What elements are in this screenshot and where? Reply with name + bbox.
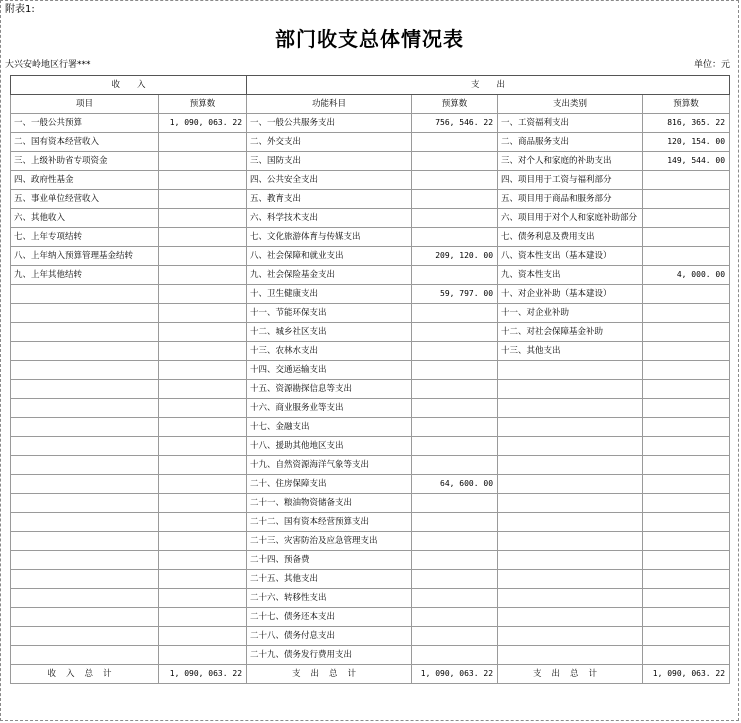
income-budget-cell [159,304,247,323]
function-item-cell: 二十八、债务付息支出 [247,627,412,646]
function-item-cell: 二十四、预备费 [247,551,412,570]
category-budget-cell [643,247,730,266]
income-budget-cell [159,570,247,589]
category-budget-cell: 120, 154. 00 [643,133,730,152]
category-item-cell [498,627,643,646]
income-item-cell: 三、上级补助省专项资金 [11,152,159,171]
income-item-cell: 八、上年纳入预算管理基金结转 [11,247,159,266]
income-item-cell [11,418,159,437]
income-item-cell [11,494,159,513]
function-item-cell: 九、社会保险基金支出 [247,266,412,285]
table-row [11,437,730,456]
function-budget-cell: 756, 546. 22 [412,114,498,133]
function-item-cell: 六、科学技术支出 [247,209,412,228]
table-row [11,551,730,570]
income-budget-cell [159,532,247,551]
income-budget-cell [159,608,247,627]
table-row [11,627,730,646]
category-item-cell [498,570,643,589]
category-item-cell: 十二、对社会保障基金补助 [498,323,643,342]
column-header-row [11,95,730,114]
category-budget-cell [643,342,730,361]
income-budget-cell [159,475,247,494]
function-item-cell: 二十三、灾害防治及应急管理支出 [247,532,412,551]
category-budget-cell: 816, 365. 22 [643,114,730,133]
function-budget-cell [412,361,498,380]
category-budget-cell: 4, 000. 00 [643,266,730,285]
table-row [11,342,730,361]
currency-unit: 单位：元 [693,60,730,70]
table-row [11,266,730,285]
function-total-value: 1, 090, 063. 22 [412,665,498,684]
function-item-cell: 二十一、粮油物资储备支出 [247,494,412,513]
category-item-cell: 五、项目用于商品和服务部分 [498,190,643,209]
table-row [11,570,730,589]
function-budget-cell [412,437,498,456]
income-budget-cell [159,589,247,608]
income-item-cell [11,513,159,532]
function-item-cell: 二十七、债务还本支出 [247,608,412,627]
category-item-cell: 七、债务利息及费用支出 [498,228,643,247]
income-item-cell [11,589,159,608]
category-item-cell [498,608,643,627]
col-header-budget-category: 预算数 [643,95,730,114]
function-item-cell: 二十五、其他支出 [247,570,412,589]
function-item-cell: 十二、城乡社区支出 [247,323,412,342]
organization-name: 大兴安岭地区行署*** [5,60,91,70]
category-item-cell [498,475,643,494]
function-item-cell: 十六、商业服务业等支出 [247,399,412,418]
category-budget-cell [643,228,730,247]
category-budget-cell [643,456,730,475]
category-item-cell: 十一、对企业补助 [498,304,643,323]
income-item-cell [11,627,159,646]
category-budget-cell [643,190,730,209]
function-budget-cell [412,513,498,532]
function-budget-cell [412,323,498,342]
function-item-cell: 二、外交支出 [247,133,412,152]
table-row [11,171,730,190]
function-budget-cell [412,418,498,437]
income-budget-cell [159,247,247,266]
col-header-function: 功能科目 [247,95,412,114]
table-row [11,114,730,133]
table-row [11,228,730,247]
function-budget-cell [412,171,498,190]
category-item-cell [498,399,643,418]
table-row [11,152,730,171]
function-budget-cell [412,133,498,152]
function-budget-cell [412,190,498,209]
budget-table [10,75,730,684]
function-item-cell: 三、国防支出 [247,152,412,171]
income-budget-cell [159,209,247,228]
category-budget-cell [643,323,730,342]
function-budget-cell [412,380,498,399]
income-item-cell [11,551,159,570]
function-budget-cell [412,570,498,589]
table-row [11,190,730,209]
category-budget-cell [643,570,730,589]
col-header-item: 项目 [11,95,159,114]
income-budget-cell [159,342,247,361]
function-budget-cell [412,456,498,475]
category-item-cell: 六、项目用于对个人和家庭补助部分 [498,209,643,228]
category-item-cell: 四、项目用于工资与福利部分 [498,171,643,190]
income-item-cell [11,285,159,304]
income-item-cell: 四、政府性基金 [11,171,159,190]
category-item-cell: 十三、其他支出 [498,342,643,361]
income-budget-cell [159,627,247,646]
income-budget-cell [159,380,247,399]
category-budget-cell [643,380,730,399]
function-budget-cell: 209, 120. 00 [412,247,498,266]
income-budget-cell [159,323,247,342]
income-item-cell [11,646,159,665]
income-total-value: 1, 090, 063. 22 [159,665,247,684]
category-budget-cell [643,513,730,532]
income-budget-cell [159,285,247,304]
function-item-cell: 二十二、国有资本经营预算支出 [247,513,412,532]
table-row [11,133,730,152]
table-row [11,418,730,437]
table-row [11,209,730,228]
category-budget-cell [643,646,730,665]
category-budget-cell [643,399,730,418]
table-row [11,247,730,266]
category-budget-cell [643,475,730,494]
table-row [11,399,730,418]
income-item-cell: 六、其他收入 [11,209,159,228]
income-item-cell [11,437,159,456]
category-total-value: 1, 090, 063. 22 [643,665,730,684]
table-row [11,456,730,475]
income-budget-cell [159,152,247,171]
function-item-cell: 八、社会保障和就业支出 [247,247,412,266]
income-item-cell: 一、一般公共预算 [11,114,159,133]
table-row [11,304,730,323]
income-budget-cell [159,266,247,285]
function-budget-cell [412,399,498,418]
table-row [11,589,730,608]
category-budget-cell [643,494,730,513]
function-budget-cell: 59, 797. 00 [412,285,498,304]
category-item-cell [498,551,643,570]
function-budget-cell [412,266,498,285]
income-item-cell [11,475,159,494]
category-item-cell [498,589,643,608]
category-budget-cell [643,551,730,570]
page-title: 部门收支总体情况表 [275,27,464,51]
income-item-cell: 七、上年专项结转 [11,228,159,247]
income-budget-cell [159,399,247,418]
income-item-cell [11,456,159,475]
function-item-cell: 四、公共安全支出 [247,171,412,190]
function-budget-cell: 64, 600. 00 [412,475,498,494]
income-budget-cell [159,551,247,570]
category-item-cell [498,418,643,437]
category-budget-cell [643,437,730,456]
category-total-label: 支出总计 [498,665,643,684]
function-item-cell: 二十、住房保障支出 [247,475,412,494]
income-budget-cell [159,513,247,532]
table-row [11,646,730,665]
income-budget-cell [159,418,247,437]
income-item-cell [11,304,159,323]
income-budget-cell: 1, 090, 063. 22 [159,114,247,133]
category-budget-cell [643,589,730,608]
function-budget-cell [412,152,498,171]
function-item-cell: 二十九、债务发行费用支出 [247,646,412,665]
function-budget-cell [412,228,498,247]
income-item-cell [11,399,159,418]
function-total-label: 支出总计 [247,665,412,684]
income-item-cell: 九、上年其他结转 [11,266,159,285]
function-item-cell: 十九、自然资源海洋气象等支出 [247,456,412,475]
function-budget-cell [412,608,498,627]
category-item-cell: 八、资本性支出（基本建设） [498,247,643,266]
table-row [11,494,730,513]
function-item-cell: 十一、节能环保支出 [247,304,412,323]
category-budget-cell: 149, 544. 00 [643,152,730,171]
table-row [11,475,730,494]
function-item-cell: 二十六、转移性支出 [247,589,412,608]
category-item-cell [498,646,643,665]
category-budget-cell [643,304,730,323]
table-row [11,285,730,304]
income-budget-cell [159,361,247,380]
function-budget-cell [412,646,498,665]
category-budget-cell [643,608,730,627]
category-item-cell: 一、工资福利支出 [498,114,643,133]
income-budget-cell [159,133,247,152]
function-item-cell: 一、一般公共服务支出 [247,114,412,133]
function-item-cell: 七、文化旅游体育与传媒支出 [247,228,412,247]
col-header-category: 支出类别 [498,95,643,114]
function-budget-cell [412,494,498,513]
income-item-cell: 五、事业单位经营收入 [11,190,159,209]
function-budget-cell [412,304,498,323]
income-item-cell [11,532,159,551]
category-budget-cell [643,209,730,228]
function-budget-cell [412,627,498,646]
table-row [11,608,730,627]
category-item-cell [498,437,643,456]
category-item-cell [498,380,643,399]
income-budget-cell [159,437,247,456]
annex-label: 附表1: [5,4,35,15]
income-item-cell [11,361,159,380]
income-item-cell [11,608,159,627]
category-budget-cell [643,285,730,304]
income-budget-cell [159,456,247,475]
category-item-cell: 十、对企业补助（基本建设） [498,285,643,304]
table-row [11,323,730,342]
income-item-cell [11,342,159,361]
function-item-cell: 十七、金融支出 [247,418,412,437]
function-budget-cell [412,342,498,361]
col-header-budget-income: 预算数 [159,95,247,114]
function-item-cell: 十五、资源勘探信息等支出 [247,380,412,399]
category-item-cell [498,532,643,551]
category-budget-cell [643,171,730,190]
function-budget-cell [412,532,498,551]
table-row [11,513,730,532]
category-budget-cell [643,627,730,646]
expense-section-header: 支 出 [247,76,730,95]
category-item-cell [498,513,643,532]
category-budget-cell [643,361,730,380]
income-budget-cell [159,494,247,513]
category-budget-cell [643,532,730,551]
col-header-budget-function: 预算数 [412,95,498,114]
function-item-cell: 十、卫生健康支出 [247,285,412,304]
category-item-cell: 九、资本性支出 [498,266,643,285]
function-item-cell: 十三、农林水支出 [247,342,412,361]
category-item-cell [498,456,643,475]
income-item-cell [11,323,159,342]
table-row [11,532,730,551]
function-item-cell: 十八、援助其他地区支出 [247,437,412,456]
income-budget-cell [159,646,247,665]
function-item-cell: 十四、交通运输支出 [247,361,412,380]
totals-row [11,665,730,684]
function-budget-cell [412,551,498,570]
function-budget-cell [412,209,498,228]
category-item-cell: 三、对个人和家庭的补助支出 [498,152,643,171]
category-budget-cell [643,418,730,437]
section-header-row [11,76,730,95]
category-item-cell: 二、商品服务支出 [498,133,643,152]
income-total-label: 收入总计 [11,665,159,684]
category-item-cell [498,361,643,380]
table-row [11,380,730,399]
income-item-cell [11,570,159,589]
income-budget-cell [159,228,247,247]
income-budget-cell [159,190,247,209]
income-item-cell: 二、国有资本经营收入 [11,133,159,152]
category-item-cell [498,494,643,513]
income-item-cell [11,380,159,399]
function-budget-cell [412,589,498,608]
income-section-header: 收 入 [11,76,247,95]
table-row [11,361,730,380]
income-budget-cell [159,171,247,190]
function-item-cell: 五、教育支出 [247,190,412,209]
